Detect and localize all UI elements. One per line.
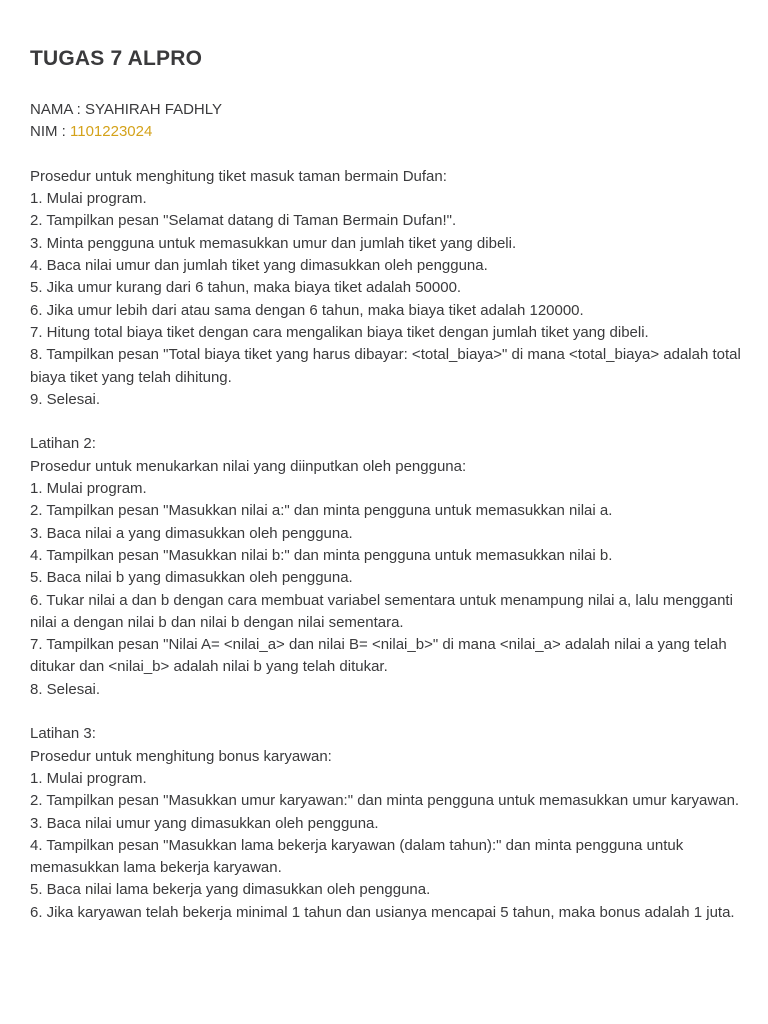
section2-heading: Latihan 2: bbox=[30, 435, 96, 453]
student-name: NAMA : SYAHIRAH FADHLY bbox=[30, 101, 222, 118]
section3-step: 6. Jika karyawan telah bekerja minimal 1 tahun dan usianya mencapai 5 tahun, maka bonus adalah 1 juta. bbox=[30, 903, 735, 921]
section3-step: 4. Tampilkan pesan "Masukkan lama bekerja karyawan (dalam tahun):" dan minta pengguna untuk memasukkan lama bekerja karyawan. bbox=[30, 836, 684, 877]
document-body bbox=[30, 99, 745, 924]
section2-intro: Prosedur untuk menukarkan nilai yang diinputkan oleh pengguna: bbox=[30, 457, 467, 475]
section1-step: 6. Jika umur lebih dari atau sama dengan 6 tahun, maka biaya tiket adalah 120000. bbox=[30, 301, 584, 319]
student-nim bbox=[30, 121, 745, 143]
section2-step: 3. Baca nilai a yang dimasukkan oleh pengguna. bbox=[30, 524, 353, 542]
section2-step: 6. Tukar nilai a dan b dengan cara membuat variabel sementara untuk menampung nilai a, lalu mengganti nilai a dengan nilai b dan nilai b dengan nilai sementara. bbox=[30, 591, 733, 631]
nim-label: NIM : bbox=[30, 123, 70, 141]
section1-step: 5. Jika umur kurang dari 6 tahun, maka biaya tiket adalah 50000. bbox=[30, 279, 462, 297]
section2-step: 8. Selesai. bbox=[30, 680, 101, 698]
section1-step: 4. Baca nilai umur dan jumlah tiket yang dimasukkan oleh pengguna. bbox=[30, 257, 488, 275]
section3-intro: Prosedur untuk menghitung bonus karyawan: bbox=[30, 747, 332, 765]
section1-step: 9. Selesai. bbox=[30, 390, 101, 408]
section3-step: 2. Tampilkan pesan "Masukkan umur karyawan:" dan minta pengguna untuk memasukkan umur karyawan. bbox=[30, 792, 740, 810]
section1-step: 1. Mulai program. bbox=[30, 190, 147, 208]
section3-step: 5. Baca nilai lama bekerja yang dimasukkan oleh pengguna. bbox=[30, 881, 431, 899]
section1-intro: Prosedur untuk menghitung tiket masuk taman bermain Dufan: bbox=[30, 167, 447, 185]
section3-step: 3. Baca nilai umur yang dimasukkan oleh pengguna. bbox=[30, 814, 379, 832]
section1-step: 8. Tampilkan pesan "Total biaya tiket yang harus dibayar: <total_biaya>" di mana <total_biaya> adalah total biaya tiket yang telah dihitung. bbox=[30, 346, 741, 386]
document-title: TUGAS 7 ALPRO bbox=[30, 47, 203, 70]
section2-step: 2. Tampilkan pesan "Masukkan nilai a:" dan minta pengguna untuk memasukkan nilai a. bbox=[30, 502, 613, 520]
section3-heading: Latihan 3: bbox=[30, 725, 96, 743]
section3-step: 1. Mulai program. bbox=[30, 769, 147, 787]
section2-step: 5. Baca nilai b yang dimasukkan oleh pengguna. bbox=[30, 569, 353, 587]
section1-step: 2. Tampilkan pesan "Selamat datang di Taman Bermain Dufan!". bbox=[30, 212, 457, 230]
section2-step: 7. Tampilkan pesan "Nilai A= <nilai_a> dan nilai B= <nilai_b>" di mana <nilai_a> adalah nilai a yang telah ditukar dan <nilai_b> adalah nilai b yang telah ditukar. bbox=[30, 636, 727, 676]
section1-step: 7. Hitung total biaya tiket dengan cara mengalikan biaya tiket dengan jumlah tiket yang dibeli. bbox=[30, 323, 649, 341]
section2-step: 1. Mulai program. bbox=[30, 480, 147, 498]
nim-value: 1101223024 bbox=[70, 123, 153, 141]
section1-step: 3. Minta pengguna untuk memasukkan umur dan jumlah tiket yang dibeli. bbox=[30, 234, 517, 252]
section2-step: 4. Tampilkan pesan "Masukkan nilai b:" dan minta pengguna untuk memasukkan nilai b. bbox=[30, 546, 613, 564]
